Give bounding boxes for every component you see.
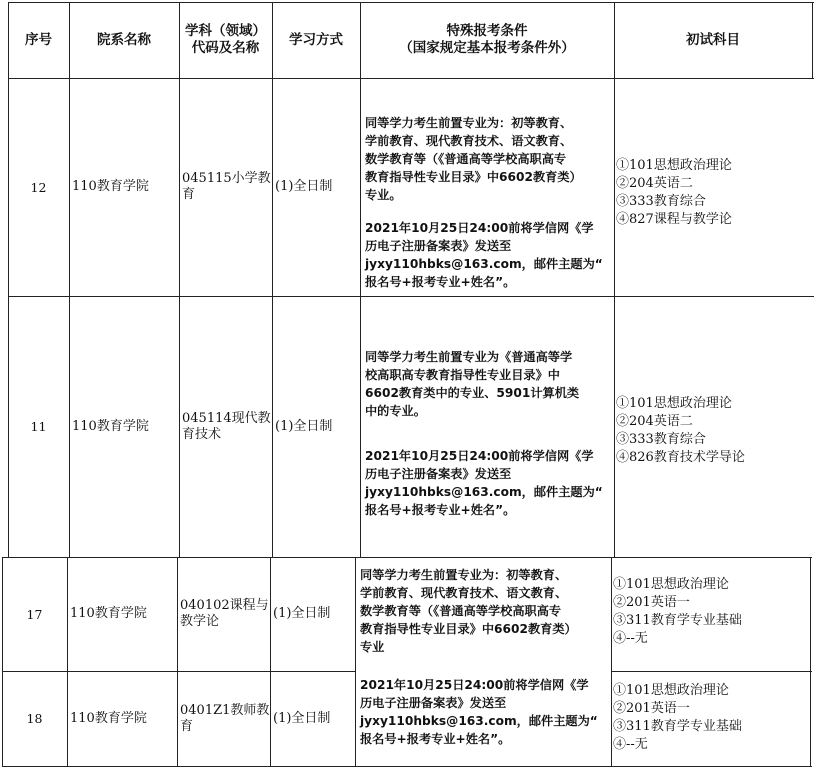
exam-subject: ①101思想政治理论 [613,577,729,592]
header-subject: 学科（领域） 代码及名称 [185,23,266,56]
merged-conditions [355,566,611,762]
row-exam [614,157,812,237]
exam-subject: ②204英语二 [616,414,693,429]
header-mode: 学习方式 [289,31,343,48]
exam-subject: ①101思想政治理论 [613,683,729,698]
col-divider [812,2,813,78]
header-conditions: 特殊报考条件 （国家规定基本报考条件外） [399,23,575,56]
condition-deadline: 2021年10月25日24:00前将学信网《学 历电子注册备案表》发送至 jyxy110hbks@163.com，邮件主题为“ 报名号+报考专业+姓名”。 [365,449,603,517]
header-dept: 院系名称 [97,31,151,48]
row-mode: (1)全日制 [275,179,333,194]
exam-subject: ③311教育学专业基础 [613,719,742,734]
header-no: 序号 [25,31,52,48]
row-no: 11 [30,419,47,434]
exam-subject: ②204英语二 [616,176,693,191]
exam-subject: ①101思想政治理论 [616,158,732,173]
row-dept: 110教育学院 [72,179,149,194]
row-dept: 110教育学院 [72,418,149,434]
condition-equivalent: 同等学力考生前置专业为《普通高等学 校高职高专教育指导性专业目录》中 6602教育类中的专业、5901计算机类 中的专业。 [365,350,580,418]
exam-subject: ①101思想政治理论 [616,396,732,411]
exam-subject: ②201英语一 [613,595,690,610]
condition-deadline: 2021年10月25日24:00前将学信网《学 历电子注册备案表》发送至 jyxy110hbks@163.com，邮件主题为“ 报名号+报考专业+姓名”。 [360,678,598,746]
row-mode: (1)全日制 [273,710,331,726]
row-subject: 045115小学教 育 [182,171,271,202]
row-subject: 045114现代教 育技术 [182,410,271,442]
condition-equivalent: 同等学力考生前置专业为：初等教育、 学前教育、现代教育技术、语文教育、 数学教育等（《普通高等学校高职高专 教育指导性专业目录》中6602教育类） 专业 [360,568,577,654]
exam-subject: ③333教育综合 [616,432,706,447]
exam-subject: ③311教育学专业基础 [613,613,742,628]
header-exam: 初试科目 [686,31,740,48]
row-no: 18 [26,711,43,726]
exam-subject: ④827课程与教学论 [616,212,732,227]
row-subject: 040102课程与 教学论 [180,598,269,629]
row-exam [611,576,810,652]
exam-subject: ④826教育技术学导论 [616,450,745,465]
row-divider [611,671,812,672]
row-exam [611,682,810,758]
condition-equivalent: 同等学力考生前置专业为：初等教育、 学前教育、现代教育技术、语文教育、 数学教育等（《普通高等学校高职高专 教育指导性专业目录》中6602教育类） 专业。 [365,116,582,202]
row-conditions [360,348,614,538]
row-subject: 0401Z1教师教 育 [180,702,270,734]
row-no: 17 [26,606,43,622]
exam-subject: ④--无 [613,737,648,752]
exam-subject: ③333教育综合 [616,194,706,209]
col-divider [810,557,811,766]
table-border-bottom [2,766,812,767]
row-conditions [360,114,614,294]
condition-deadline: 2021年10月25日24:00前将学信网《学 历电子注册备案表》发送至 jyxy110hbks@163.com，邮件主题为“ 报名号+报考专业+姓名”。 [365,221,603,289]
exam-subject: ②201英语一 [613,701,690,716]
exam-subject: ④--无 [613,631,648,646]
row-dept: 110教育学院 [70,606,147,621]
row-mode: (1)全日制 [275,418,333,434]
row-exam [614,395,812,475]
row-dept: 110教育学院 [70,710,147,726]
row-mode: (1)全日制 [273,606,331,621]
row-no: 12 [30,179,47,195]
